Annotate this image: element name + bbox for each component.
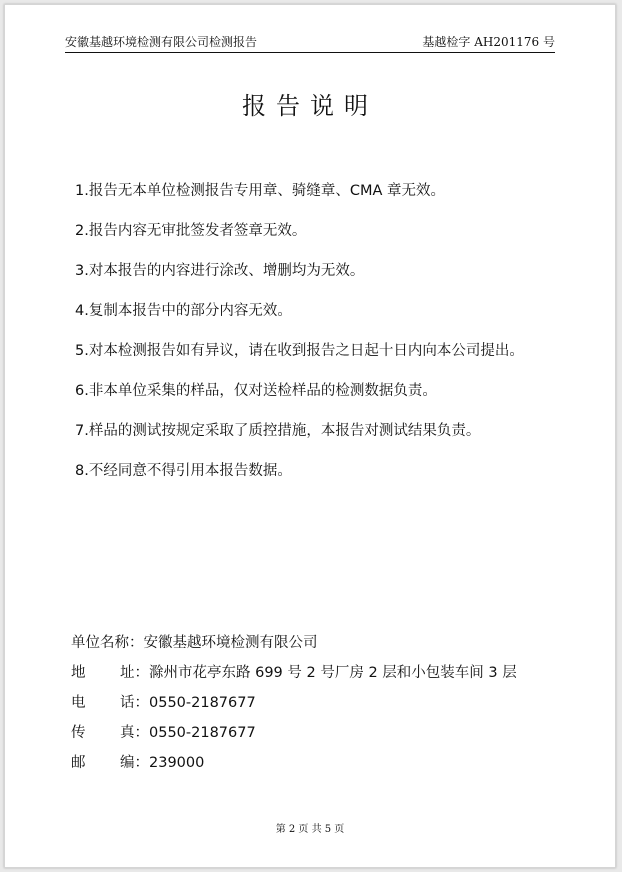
header-report-number: 基越检字 AH201176 号 xyxy=(422,35,555,49)
contact-address-label xyxy=(71,663,149,693)
note-item-7: 7.样品的测试按规定采取了质控措施，本报告对测试结果负责。 xyxy=(75,423,481,439)
contact-fax-label-text-2: 真 xyxy=(120,725,135,741)
page-footer: 第 2 页 共 5 页 xyxy=(275,824,345,835)
contact-postcode-value: 239000 xyxy=(149,755,205,771)
contact-address-label-text-2: 址 xyxy=(120,665,135,681)
contact-phone-label-char-2 xyxy=(120,693,149,723)
contact-fax-label xyxy=(71,723,149,753)
contact-fax-label-char-1: 传 xyxy=(71,725,86,741)
contact-phone-colon: ： xyxy=(134,695,149,711)
contact-postcode-label xyxy=(71,753,149,783)
note-item-4: 4.复制本报告中的部分内容无效。 xyxy=(75,303,292,319)
page-title: 报告说明 xyxy=(242,92,378,120)
contact-postcode-label-text-2: 编 xyxy=(120,755,135,771)
document-page xyxy=(4,4,616,868)
contact-fax-row xyxy=(71,723,517,753)
contact-phone-row xyxy=(71,693,517,723)
contact-unit-colon: ： xyxy=(129,635,144,651)
contact-address-label-char-2 xyxy=(120,663,149,693)
report-notes-list xyxy=(75,181,555,501)
note-item-5: 5.对本检测报告如有异议，请在收到报告之日起十日内向本公司提出。 xyxy=(75,343,524,359)
note-item-3: 3.对本报告的内容进行涂改、增删均为无效。 xyxy=(75,263,365,279)
contact-address-colon: ： xyxy=(134,665,149,681)
contact-fax-label-char-2 xyxy=(120,723,149,753)
contact-phone-label xyxy=(71,693,149,723)
note-item-8: 8.不经同意不得引用本报告数据。 xyxy=(75,463,292,479)
contact-address-label-char-1: 地 xyxy=(71,665,86,681)
contact-phone-value: 0550-2187677 xyxy=(149,695,256,711)
contact-unit-value: 安徽基越环境检测有限公司 xyxy=(143,635,318,651)
contact-unit-row xyxy=(71,633,517,663)
page-header xyxy=(65,33,555,53)
contact-address-row xyxy=(71,663,517,693)
header-company: 安徽基越环境检测有限公司检测报告 xyxy=(65,35,258,49)
contact-info xyxy=(71,633,517,783)
note-item-6: 6.非本单位采集的样品，仅对送检样品的检测数据负责。 xyxy=(75,383,437,399)
contact-phone-label-text-2: 话 xyxy=(120,695,135,711)
contact-postcode-label-char-1: 邮 xyxy=(71,755,86,771)
contact-fax-colon: ： xyxy=(134,725,149,741)
note-item-2: 2.报告内容无审批签发者签章无效。 xyxy=(75,223,307,239)
contact-fax-value: 0550-2187677 xyxy=(149,725,256,741)
contact-address-value: 滁州市花亭东路 699 号 2 号厂房 2 层和小包装车间 3 层 xyxy=(149,665,517,681)
contact-postcode-label-char-2 xyxy=(120,753,149,783)
contact-phone-label-char-1: 电 xyxy=(71,695,86,711)
contact-postcode-row xyxy=(71,753,517,783)
note-item-1: 1.报告无本单位检测报告专用章、骑缝章、CMA 章无效。 xyxy=(75,183,445,199)
contact-postcode-colon: ： xyxy=(134,755,149,771)
contact-unit-label: 单位名称 xyxy=(71,635,129,651)
